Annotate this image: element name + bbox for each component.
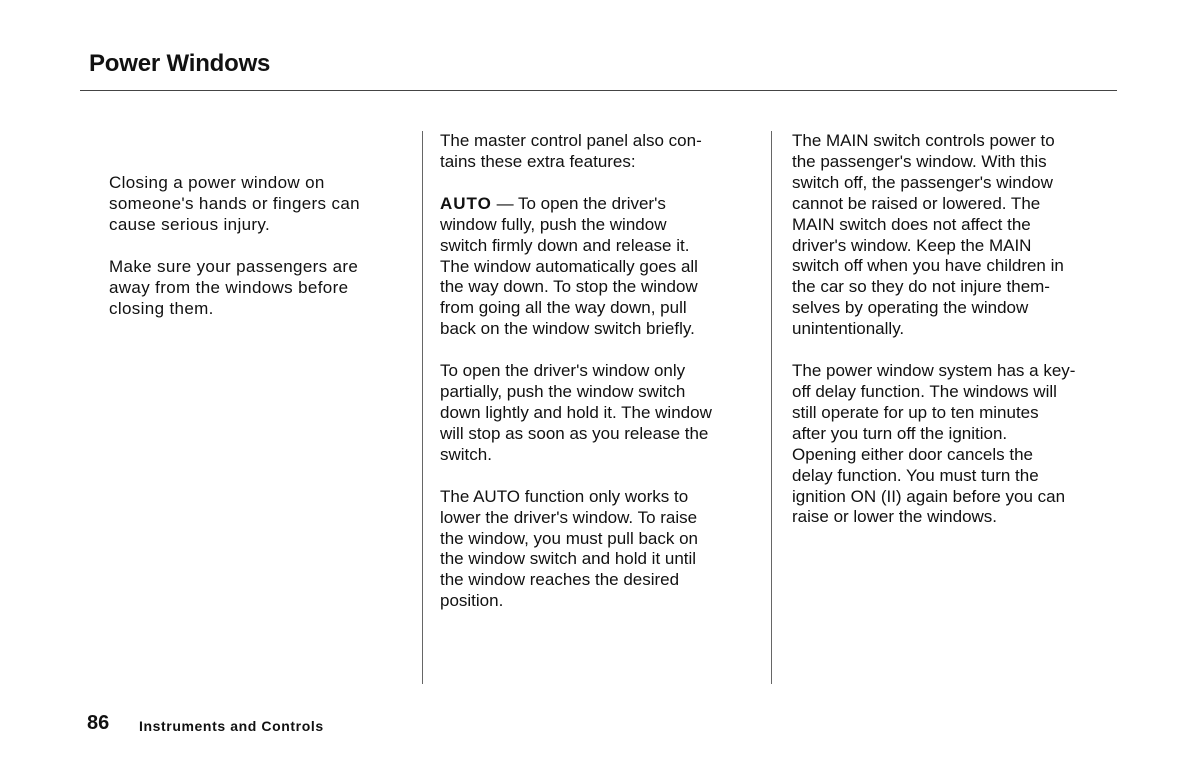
warning-column	[109, 173, 409, 340]
right-column	[792, 131, 1132, 549]
master-panel-intro: The master control panel also con- tains these extra features:	[440, 131, 702, 171]
auto-term: AUTO	[440, 193, 492, 213]
page-title: Power Windows	[89, 50, 271, 77]
main-switch-paragraph: The MAIN switch controls power to the passenger's window. With this switch off, the passenger's window cannot be raised or lowered. The MAIN switch does not affect the driver's window. Keep the MAIN switch off when you have children in the car so they do not injure them- selves by operating the window unintentionally.	[792, 131, 1064, 339]
middle-column	[440, 131, 770, 633]
partial-open-paragraph: To open the driver's window only partially, push the window switch down lightly and hold it. The window will stop as soon as you release the switch.	[440, 361, 712, 464]
auto-feature-text: — To open the driver's window fully, push the window switch firmly down and release it. The window automatically goes all the way down. To stop the window from going all the way down, pull back on the window switch briefly.	[440, 193, 698, 339]
delay-function-paragraph: The power window system has a key- off delay function. The windows will still operate for up to ten minutes after you turn off the ignition. Opening either door cancels the delay function. You must turn the ignition ON (II) again before you can raise or lower the windows.	[792, 361, 1076, 527]
title-divider	[80, 90, 1117, 91]
auto-feature-paragraph	[440, 194, 770, 340]
warning-passengers-text: Make sure your passengers are away from the windows before closing them.	[109, 256, 359, 318]
column-divider-right	[771, 131, 772, 684]
warning-injury-text: Closing a power window on someone's hands or fingers can cause serious injury.	[109, 173, 360, 234]
auto-limit-paragraph: The AUTO function only works to lower the driver's window. To raise the window, you must pull back on the window switch and hold it until the window reaches the desired position.	[440, 486, 698, 611]
section-name: Instruments and Controls	[139, 718, 324, 734]
column-divider-left	[422, 131, 423, 684]
page-number: 86	[87, 712, 110, 734]
